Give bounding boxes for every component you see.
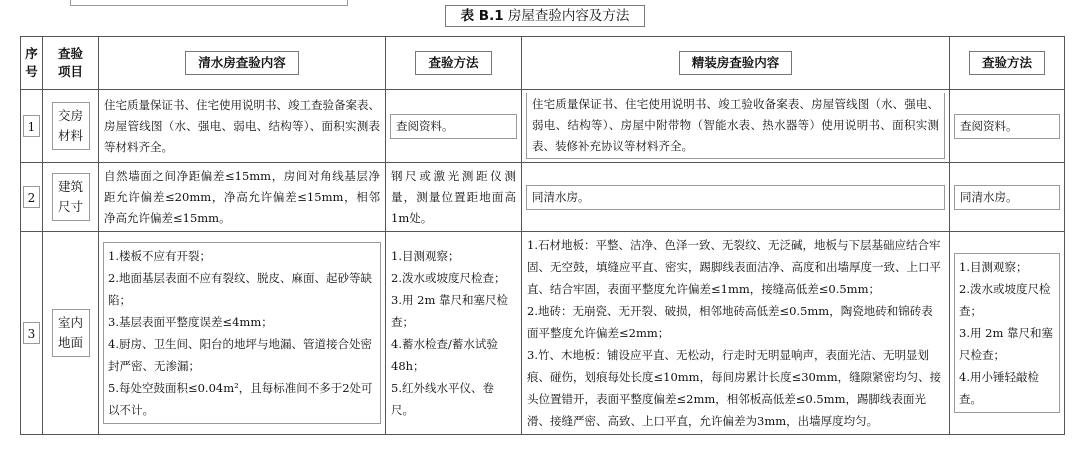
list-item: 4.厨房、卫生间、阳台的地坪与地漏、管道接合处密封严密、无渗漏； <box>108 337 372 373</box>
header-method-a: 查验方法 <box>386 37 522 90</box>
clear-content-text: 住宅质量保证书、住宅使用说明书、竣工查验备案表、房屋管线图（水、强电、弱电、结构等）、面积实测表等材料齐全。 <box>104 97 380 154</box>
list-item: 3.用 2m 靠尺和塞尺检查； <box>391 293 509 329</box>
caption-title: 房屋查验内容及方法 <box>507 8 630 24</box>
row-number: 2 <box>23 186 40 208</box>
top-frame-fragment <box>70 0 348 6</box>
row-item: 交房材料 <box>52 102 90 150</box>
caption-label: 表 B.1 <box>460 8 504 24</box>
row-number: 1 <box>23 115 40 137</box>
method-b-text: 查阅资料。 <box>954 114 1060 139</box>
header-no: 序号 <box>21 37 43 90</box>
list-item: 1.石材地板：平整、洁净、色泽一致、无裂纹、无泛碱，地板与下层基础应结合牢固、无空鼓，填缝应平直、密实，踢脚线表面洁净、高度和出墙厚度一致、上口平直、结合牢固，表面平整度允许偏差≤1mm，接缝高低差≤0.5mm； <box>527 238 941 296</box>
header-clear-content: 清水房查验内容 <box>99 37 386 90</box>
method-a-cell <box>386 163 522 232</box>
row-number-cell <box>21 90 43 163</box>
list-item: 3.竹、木地板：铺设应平直、无松动，行走时无明显响声，表面光洁、无明显划痕、碰伤，划痕每处长度≤10mm，每间房累计长度≤30mm，缝隙紧密均匀、接头位置错开，表面平整度偏差≤2mm，相邻板高低差≤0.5mm，踢脚线表面光滑、接缝严密、高致、上口平直，允许偏差为3mm，出墙厚度均匀。 <box>527 348 942 428</box>
list-item: 2.泼水或坡度尺检查； <box>959 282 1051 318</box>
table-row <box>21 232 1065 435</box>
row-item-cell <box>43 163 99 232</box>
list-item: 1.目测观察； <box>959 260 1028 274</box>
fine-list <box>522 232 949 434</box>
row-number-cell <box>21 163 43 232</box>
list-item: 2.泼水或坡度尺检查； <box>391 271 506 285</box>
fine-content-text: 住宅质量保证书、住宅使用说明书、竣工验收备案表、房屋管线图（水、强电、弱电、结构等）、房屋中附带物（智能水表、热水器等）使用说明书、面积实测表、装修补充协议等材料齐全。 <box>526 93 945 159</box>
fine-content-cell <box>522 163 950 232</box>
header-method-b: 查验方法 <box>950 37 1065 90</box>
list-item: 5.红外线水平仪、卷尺。 <box>391 381 494 417</box>
list-item: 3.基层表面平整度误差≤4mm； <box>108 315 273 329</box>
method-b-list <box>954 253 1060 413</box>
clear-content-text: 自然墙面之间净距偏差≤15mm，房间对角线基层净距允许偏差≤20mm，净高允许偏差≤15mm，相邻净高允许偏差≤15mm。 <box>104 168 380 225</box>
inspection-table <box>20 36 1065 435</box>
method-b-cell <box>950 163 1065 232</box>
list-item: 4.用小锤轻敲检查。 <box>959 370 1039 406</box>
list-item: 2.地砖：无崩瓷、无开裂、破损，相邻地砖高低差≤0.5mm，陶瓷地砖和锦砖表面平整度允许偏差≤2mm； <box>527 304 933 340</box>
table-caption <box>445 5 645 27</box>
list-item: 1.楼板不应有开裂； <box>108 249 211 263</box>
header-fine-content: 精装房查验内容 <box>522 37 950 90</box>
list-item: 3.用 2m 靠尺和塞尺检查； <box>959 326 1054 362</box>
method-b-cell <box>950 232 1065 435</box>
method-b-text: 同清水房。 <box>954 185 1060 210</box>
fine-content-cell <box>522 232 950 435</box>
fine-content-cell <box>522 90 950 163</box>
clear-content-cell <box>99 232 386 435</box>
row-number-cell <box>21 232 43 435</box>
method-a-cell <box>386 90 522 163</box>
method-a-text: 钢尺或激光测距仪测量，测量位置距地面高1m处。 <box>391 168 516 225</box>
list-item: 5.每处空鼓面积≤0.04m²，且每标准间不多于2处可以不计。 <box>108 381 373 417</box>
row-item: 建筑尺寸 <box>52 173 90 221</box>
header-row <box>21 37 1065 90</box>
list-item: 1.目测观察； <box>391 249 460 263</box>
clear-list <box>103 242 381 424</box>
method-a-list <box>386 243 521 423</box>
fine-content-text: 同清水房。 <box>526 185 945 210</box>
row-number: 3 <box>23 322 40 344</box>
row-item-cell <box>43 232 99 435</box>
method-a-text: 查阅资料。 <box>390 114 517 139</box>
method-b-cell <box>950 90 1065 163</box>
clear-content-cell <box>99 163 386 232</box>
list-item: 4.蓄水检查/蓄水试验48h； <box>391 337 498 373</box>
list-item: 2.地面基层表面不应有裂纹、脱皮、麻面、起砂等缺陷； <box>108 271 372 307</box>
table-row <box>21 90 1065 163</box>
row-item: 室内地面 <box>52 309 90 357</box>
method-a-cell <box>386 232 522 435</box>
clear-content-cell <box>99 90 386 163</box>
header-item: 查验项目 <box>43 37 99 90</box>
row-item-cell <box>43 90 99 163</box>
table-row <box>21 163 1065 232</box>
